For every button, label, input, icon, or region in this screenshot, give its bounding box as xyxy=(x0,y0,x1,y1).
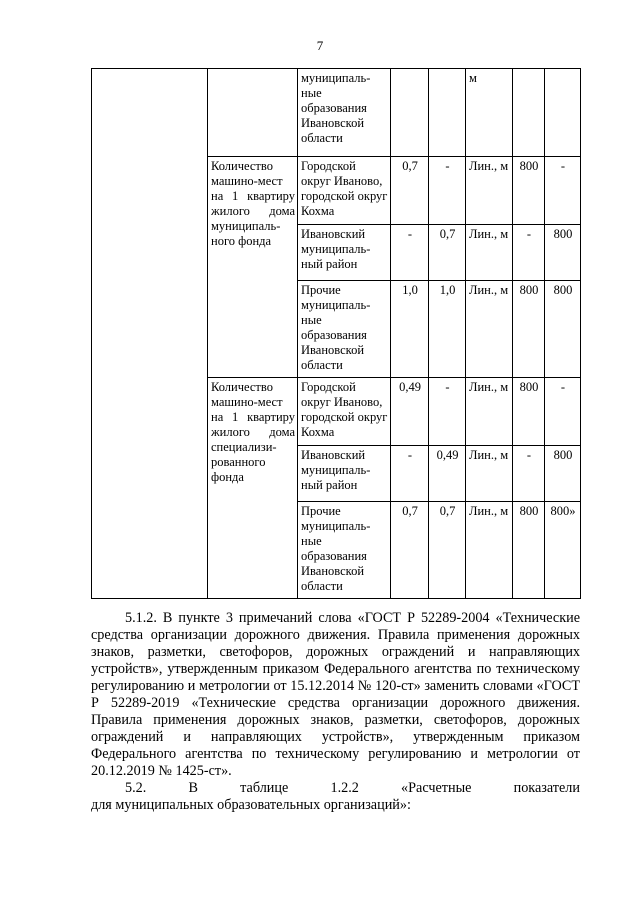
paragraph-5-1-2: 5.1.2. В пункте 3 примечаний слова «ГОСТ Р 52289-2004 «Технические средства организации дорожного движения. Правила применения дорожных знаков, разметки, светофоров, дорожных ограждений и направляющих устройств», утвержденным приказом Федерального агентства по техническому регулированию и метрологии от 15.12.2014 № 120-ст» заменить словами «ГОСТ Р 52289-2019 «Технические средства организации дорожного движения. Правила применения дорожных знаков, разметки, светофоров, дорожных ограждений и направляющих устройств», утвержденным приказом Федерального агентства по техническому регулированию и метрологии от 20.12.2019 № 1425-ст». xyxy=(91,610,580,779)
table-cell-value: 800 xyxy=(513,502,545,599)
table-cell-territory: Прочие муниципаль- ные образования Ивановской области xyxy=(298,502,391,599)
paragraph-word: 5.2. xyxy=(125,780,147,796)
table-cell-value: - xyxy=(391,446,429,502)
paragraph-word: показатели xyxy=(513,780,580,796)
table-cell-value: - xyxy=(391,225,429,281)
table-cell-value: 0,7 xyxy=(429,502,466,599)
table-cell-value: - xyxy=(513,225,545,281)
table-cell-territory: Ивановский муниципаль-ный район xyxy=(298,225,391,281)
table-cell-value: 800 xyxy=(513,281,545,378)
page-number: 7 xyxy=(316,38,324,53)
paragraph-5-2-continuation: для муниципальных образовательных организаций»: xyxy=(91,797,411,813)
table-cell-value: 800 xyxy=(545,446,581,502)
table-cell-indicator: Количество машино-мест на 1 квартиру жилого дома специализи-рованного фонда xyxy=(208,378,298,599)
table-cell-value: 0,7 xyxy=(391,502,429,599)
table-cell-value: 0,7 xyxy=(429,225,466,281)
table-cell-unit: м xyxy=(466,69,513,157)
table-cell-value: 800 xyxy=(513,157,545,225)
table-cell-value: 1,0 xyxy=(429,281,466,378)
table-cell-value: 0,49 xyxy=(391,378,429,446)
table-cell-unit: Лин., м xyxy=(466,225,513,281)
table-cell-value: 800 xyxy=(545,225,581,281)
body-text xyxy=(91,610,580,814)
table-cell-value: 800» xyxy=(545,502,581,599)
table-cell-value: 1,0 xyxy=(391,281,429,378)
paragraph-word: «Расчетные xyxy=(401,780,472,796)
paragraph-word: таблице xyxy=(240,780,289,796)
table-cell-value xyxy=(391,69,429,157)
table-cell-unit: Лин., м xyxy=(466,281,513,378)
table-cell-value: 0,7 xyxy=(391,157,429,225)
table-cell-value: 800 xyxy=(513,378,545,446)
table-cell-value xyxy=(513,69,545,157)
table-cell-value: 0,49 xyxy=(429,446,466,502)
norms-table xyxy=(91,68,581,599)
table-cell-unit: Лин., м xyxy=(466,378,513,446)
table-cell-value xyxy=(545,69,581,157)
table-cell-unit: Лин., м xyxy=(466,502,513,599)
table-cell-unit: Лин., м xyxy=(466,157,513,225)
table-cell-value: - xyxy=(513,446,545,502)
table-cell-territory: Городской округ Иваново, городской округ Кохма xyxy=(298,157,391,225)
table-cell-territory: Прочие муниципаль- ные образования Ивановской области xyxy=(298,281,391,378)
paragraph-word: В xyxy=(188,780,198,796)
table-cell-indicator: Количество машино-мест на 1 квартиру жилого дома муниципаль-ного фонда xyxy=(208,157,298,378)
table-cell-indicator xyxy=(208,69,298,157)
table-cell-territory: муниципаль- ные образования Ивановской области xyxy=(298,69,391,157)
paragraph-word: 1.2.2 xyxy=(330,780,359,796)
table-cell-value: - xyxy=(545,378,581,446)
table-cell-unit: Лин., м xyxy=(466,446,513,502)
table-cell-value: - xyxy=(429,378,466,446)
table-cell-value: - xyxy=(429,157,466,225)
table-cell-empty xyxy=(92,69,208,599)
table-cell-territory: Ивановский муниципаль-ный район xyxy=(298,446,391,502)
table-cell-value: - xyxy=(545,157,581,225)
table-cell-territory: Городской округ Иваново, городской округ Кохма xyxy=(298,378,391,446)
table-cell-value xyxy=(429,69,466,157)
table-row xyxy=(92,69,581,157)
paragraph-5-2-line xyxy=(91,780,580,797)
table-cell-value: 800 xyxy=(545,281,581,378)
